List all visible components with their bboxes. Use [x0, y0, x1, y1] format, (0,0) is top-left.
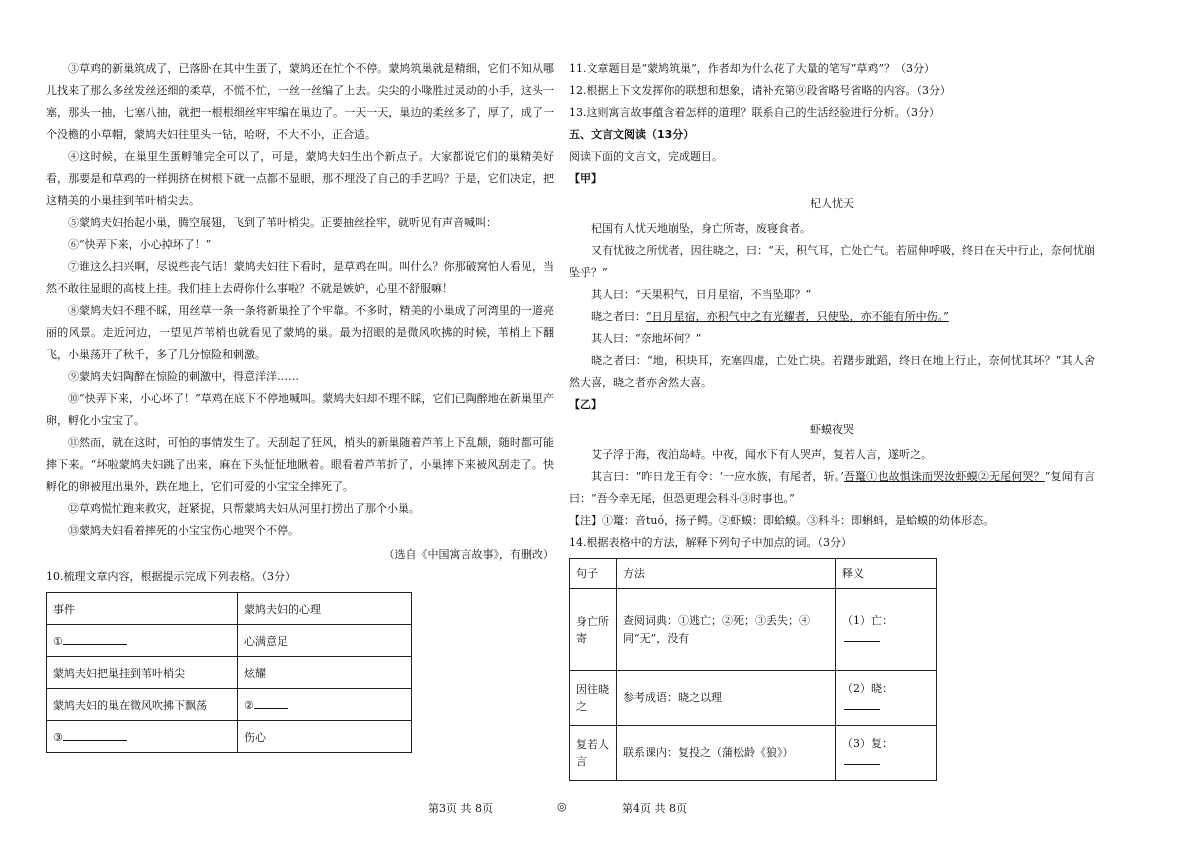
table-header-cell: 句子: [570, 559, 617, 589]
table-header-cell: 事件: [47, 593, 238, 625]
table-header-row: [570, 559, 937, 589]
table-header-row: [47, 593, 412, 625]
passage-yi-paragraph: [569, 466, 1095, 510]
table-header-cell: 方法: [617, 559, 836, 589]
passage-jia-paragraph: [569, 306, 1095, 328]
story-source: （选自《中国寓言故事》，有删改）: [383, 548, 554, 561]
table-cell: 心满意足: [238, 625, 412, 657]
underlined-sentence: 吾鼍①也故惧诛而哭汝虾蟆②无尾何哭？: [843, 470, 1045, 483]
story-paragraph-11: ⑪然而，就在这时，可怕的事情发生了。天刮起了狂风，梢头的新巢随着芦苇上下乱颠，随时都可能摔下来。“坏啦蒙鸠夫妇跳了出来，麻在下头怔怔地瞅着。眼看着芦苇折了，小巢摔下来被风刮走了。快孵化的卵被甩出巢外，跌在地上，它们可爱的小宝宝全摔死了。: [46, 436, 554, 493]
table-cell: 蒙鸠夫妇的巢在微风吹拂下飘荡: [47, 689, 238, 721]
table-cell: 因往晓之: [570, 671, 617, 726]
table-cell: 参考成语：晓之以理: [617, 671, 836, 726]
answer-blank[interactable]: [254, 698, 288, 709]
left-column: [46, 58, 554, 753]
binding-mark-icon: ◎: [557, 800, 567, 813]
table-header-cell: 释义: [836, 559, 937, 589]
story-paragraph-5: ⑤蒙鸠夫妇抬起小巢，腾空展翅，飞到了苇叶梢尖。正要抽丝拴牢，就听见有声音喊叫：: [68, 216, 497, 229]
table-cell: [836, 671, 937, 726]
passage-jia-paragraph: 其人曰：“天果积气，日月星宿，不当坠耶？”: [591, 288, 812, 301]
table-cell: 蒙鸠夫妇把巢挂到苇叶梢尖: [47, 657, 238, 689]
story-paragraph-6: ⑥“快弄下来，小心掉坏了！”: [68, 238, 212, 251]
table-cell: 联系课内：复投之（蒲松龄《狼》）: [617, 726, 836, 781]
answer-blank[interactable]: [844, 754, 880, 765]
answer-blank[interactable]: [844, 631, 880, 642]
answer-blank[interactable]: [844, 699, 880, 710]
table-cell: [47, 721, 238, 753]
cell-text: （1）亡：: [842, 613, 893, 627]
answer-blank[interactable]: [63, 634, 127, 645]
table-cell: 查阅词典：①逃亡；②死；③丢失；④同“无”，没有: [617, 589, 836, 671]
page-number-left: 第3页 共 8页: [428, 802, 493, 815]
table-row: [47, 625, 412, 657]
story-paragraph-13: ⑬蒙鸠夫妇看着摔死的小宝宝伤心地哭个不停。: [68, 524, 299, 537]
passage-jia-paragraph: 晓之者曰：“地，积块耳，充塞四虚，亡处亡块。若躇步跐蹈，终日在地上行止，奈何忧其坏？”其人舍然大喜，晓之者亦舍然大喜。: [569, 354, 1095, 389]
story-paragraph-8: ⑧蒙鸠夫妇不理不睬，用丝草一条一条将新巢拴了个牢靠。不多时，精美的小巢成了河湾里的一道亮丽的风景。走近河边，一望见芦苇梢也就看见了蒙鸠的巢。最为招眼的是微风吹拂的时候，苇梢上下翻飞，小巢荡开了秋千，多了几分惊险和刺激。: [46, 304, 554, 361]
answer-blank[interactable]: [63, 730, 127, 741]
passage-jia-paragraph: 其人曰：“奈地坏何？”: [591, 332, 702, 345]
passage-yi-paragraph: 艾子浮于海，夜泊岛峙。中夜，闻水下有人哭声，复若人言，遂听之。: [591, 448, 932, 461]
story-paragraph-7: ⑦谁这么扫兴啊，尽说些丧气话！蒙鸠夫妇往下看时，是草鸡在叫。叫什么？你那破窝怕人看见，当然不敢往显眼的高枝上挂。我们挂上去碍你什么事啦？不就是嫉妒，心里不舒服嘛！: [46, 260, 554, 295]
passage-text: ”复闻有言曰：“吾今幸无尾，但恐更理会科斗③时事也。”: [569, 470, 1096, 505]
story-paragraph-4: ④这时候，在巢里生蛋孵雏完全可以了，可是，蒙鸠夫妇生出个新点子。大家都说它们的巢精美好看，那要是和草鸡的一样拥挤在树根下就一点都不显眼，那不埋没了自己的手艺吗？于是，它们决定，把这精美的小巢挂到苇叶梢尖去。: [46, 150, 554, 207]
question-14-table: [569, 558, 937, 781]
passage-yi-title: 虾蟆夜哭: [810, 423, 854, 436]
table-cell: [836, 726, 937, 781]
passage-yi-label: 【乙】: [569, 398, 602, 411]
cell-text: （3）复：: [842, 737, 893, 750]
table-row: [570, 671, 937, 726]
cell-text: ②: [244, 698, 254, 712]
passage-jia-title: 杞人忧天: [810, 197, 854, 210]
passage-text: 其言曰：“昨日龙王有令：‘一应水族，有尾者，斩。’: [591, 470, 844, 483]
question-13: 13.这则寓言故事蕴含着怎样的道理？联系自己的生活经验进行分析。（3分）: [569, 106, 940, 119]
table-cell: 复若人言: [570, 726, 617, 781]
story-paragraph-10: ⑩“快弄下来，小心坏了！”草鸡在底下不停地喊叫。蒙鸠夫妇却不理不睬，它们已陶醉地在新巢里产卵，孵化小宝宝了。: [46, 392, 554, 427]
passage-jia-paragraph: 杞国有人忧天地崩坠，身亡所寄，废寝食者。: [591, 222, 811, 235]
table-row: [47, 657, 412, 689]
story-paragraph-12: ⑫草鸡慌忙跑来救灾，赶紧捉，只帮蒙鸠夫妇从河里打捞出了那个小巢。: [68, 502, 420, 515]
underlined-sentence: “日月星宿，亦积气中之有光耀者，只使坠，亦不能有所中伤。”: [646, 310, 949, 323]
table-cell: 炫耀: [238, 657, 412, 689]
right-column: [569, 58, 1095, 781]
table-row: [47, 721, 412, 753]
passage-jia-paragraph: 又有忧彼之所忧者，因往晓之，曰：“天，积气耳，亡处亡气。若屈伸呼吸，终日在天中行止，奈何忧崩坠乎？”: [569, 244, 1095, 279]
story-paragraph-9: ⑨蒙鸠夫妇陶醉在惊险的刺激中，得意洋洋……: [68, 370, 299, 383]
table-cell: [47, 625, 238, 657]
question-12: 12.根据上下文发挥你的联想和想象，请补充第⑨段省略号省略的内容。（3分）: [569, 84, 951, 97]
cell-text: ①: [53, 634, 63, 648]
question-10: 10.梳理文章内容，根据提示完成下列表格。（3分）: [46, 570, 296, 583]
cell-text: ③: [53, 730, 63, 744]
passage-jia-label: 【甲】: [569, 172, 602, 185]
question-10-table: [46, 592, 412, 753]
table-header-cell: 蒙鸠夫妇的心理: [238, 593, 412, 625]
section-5-heading: 五、文言文阅读（13分）: [569, 128, 695, 141]
speaker-text: 晓之者曰：: [591, 310, 646, 323]
story-paragraph-3: ③草鸡的新巢筑成了，已落卧在其中生蛋了，蒙鸠还在忙个不停。蒙鸠筑巢就是精细，它们不知从哪儿找来了那么多丝发丝还细的柔草，不慌不忙，一丝一丝编了上去。尖尖的小喙胜过灵动的小手，这头一塞，那头一抽，七塞八抽，就把一根根细丝牢牢编在巢边了。一天一天，巢边的柔丝多了，厚了，成了一个没檐的小草帽，蒙鸠夫妇往里头一钻，哈呀，不大不小，正合适。: [46, 62, 554, 141]
question-14: 14.根据表格中的方法，解释下列句子中加点的词。（3分）: [569, 536, 852, 549]
table-cell: [238, 689, 412, 721]
reading-instruction: 阅读下面的文言文，完成题目。: [569, 150, 723, 163]
table-row: [47, 689, 412, 721]
table-cell: 身亡所寄: [570, 589, 617, 671]
table-row: [570, 589, 937, 671]
page-number-right: 第4页 共 8页: [622, 802, 687, 815]
annotation-note: 【注】①鼍：音tuó，扬子鳄。②虾蟆：即蛤蟆。③科斗：即蝌蚪，是蛤蟆的幼体形态。: [569, 514, 995, 527]
question-11: 11.文章题目是“蒙鸠筑巢”，作者却为什么花了大量的笔写“草鸡”？（3分）: [569, 62, 935, 75]
cell-text: （2）晓：: [842, 682, 893, 695]
table-cell: [836, 589, 937, 671]
table-cell: 伤心: [238, 721, 412, 753]
table-row: [570, 726, 937, 781]
